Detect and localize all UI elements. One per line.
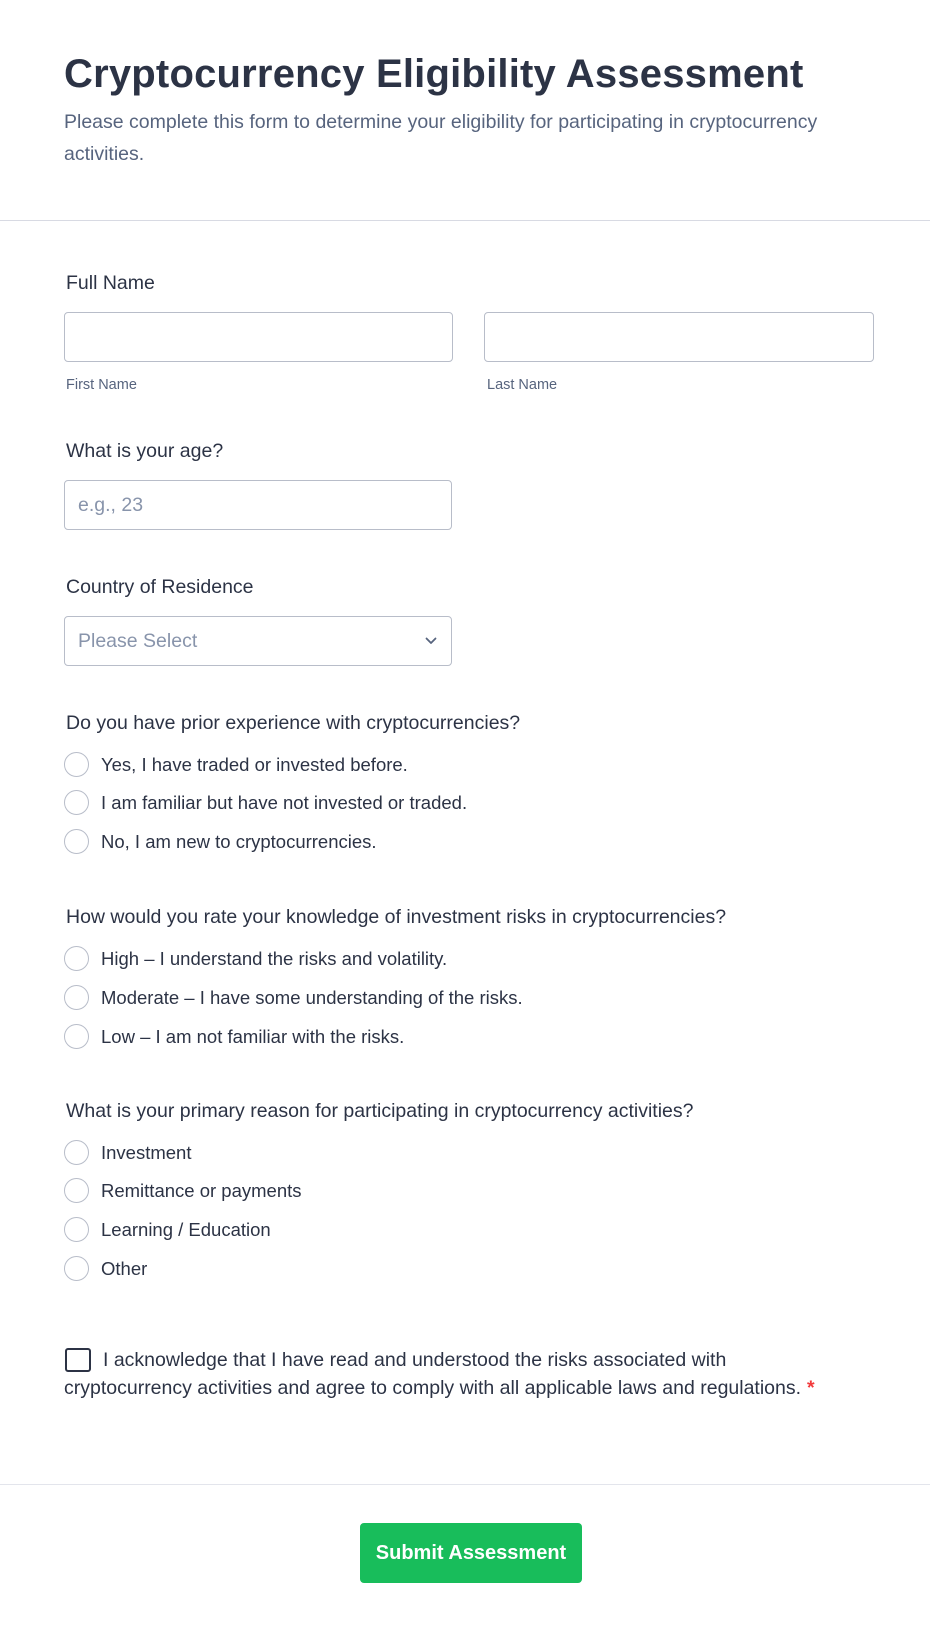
- knowledge-label: How would you rate your knowledge of investment risks in cryptocurrencies?: [66, 906, 727, 928]
- experience-option-2[interactable]: I am familiar but have not invested or traded.: [101, 792, 468, 813]
- required-mark: *: [807, 1377, 815, 1399]
- experience-option-1[interactable]: Yes, I have traded or invested before.: [101, 754, 408, 775]
- experience-radio-3[interactable]: [64, 829, 89, 854]
- knowledge-radio-1[interactable]: [64, 946, 89, 971]
- experience-radio-2[interactable]: [64, 790, 89, 815]
- knowledge-option-1[interactable]: High – I understand the risks and volatility.: [101, 948, 448, 969]
- knowledge-option-2[interactable]: Moderate – I have some understanding of the risks.: [101, 987, 523, 1008]
- last-name-sublabel: Last Name: [487, 377, 558, 393]
- first-name-sublabel: First Name: [66, 377, 137, 393]
- first-name-input[interactable]: [64, 312, 453, 362]
- reason-radio-3[interactable]: [64, 1217, 89, 1242]
- experience-label: Do you have prior experience with cryptocurrencies?: [66, 712, 521, 734]
- reason-radio-1[interactable]: [64, 1140, 89, 1165]
- experience-option-3[interactable]: No, I am new to cryptocurrencies.: [101, 831, 377, 852]
- knowledge-radio-3[interactable]: [64, 1024, 89, 1049]
- acknowledge-text: [64, 1346, 824, 1402]
- submit-button[interactable]: Submit Assessment: [360, 1523, 582, 1583]
- reason-label: What is your primary reason for participating in cryptocurrency activities?: [66, 1100, 694, 1122]
- full-name-label: Full Name: [66, 272, 155, 294]
- reason-option-4[interactable]: Other: [101, 1258, 148, 1279]
- last-name-input[interactable]: [484, 312, 874, 362]
- reason-option-2[interactable]: Remittance or payments: [101, 1180, 302, 1201]
- knowledge-radio-2[interactable]: [64, 985, 89, 1010]
- age-input[interactable]: [64, 480, 452, 530]
- page-subtitle: Please complete this form to determine your eligibility for participating in cryptocurrency activities.: [64, 111, 818, 165]
- reason-option-3[interactable]: Learning / Education: [101, 1219, 271, 1240]
- form-header: [0, 0, 930, 221]
- age-label: What is your age?: [66, 440, 224, 462]
- chevron-down-icon: [424, 634, 438, 648]
- knowledge-option-3[interactable]: Low – I am not familiar with the risks.: [101, 1026, 405, 1047]
- country-selected-value: Please Select: [78, 630, 198, 652]
- reason-radio-4[interactable]: [64, 1256, 89, 1281]
- country-select[interactable]: [64, 616, 452, 666]
- footer-divider: [0, 1484, 930, 1485]
- reason-radio-2[interactable]: [64, 1178, 89, 1203]
- experience-radio-1[interactable]: [64, 752, 89, 777]
- country-label: Country of Residence: [66, 576, 254, 598]
- reason-option-1[interactable]: Investment: [101, 1142, 192, 1163]
- age-placeholder: e.g., 23: [78, 494, 144, 516]
- page-title: Cryptocurrency Eligibility Assessment: [64, 52, 804, 96]
- acknowledge-label: I acknowledge that I have read and understood the risks associated with cryptocurrency activities and agree to comply with all applicable laws and regulations.: [64, 1349, 802, 1399]
